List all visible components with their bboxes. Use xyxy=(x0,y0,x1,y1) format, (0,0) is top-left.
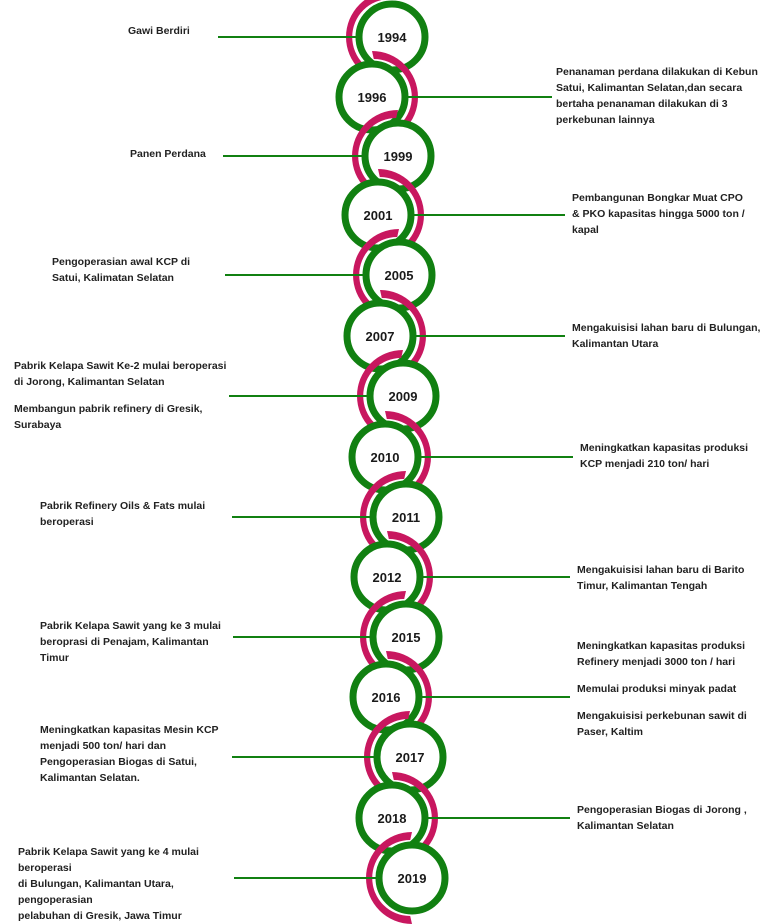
year-label-2019: 2019 xyxy=(397,871,427,886)
milestone-description-1999 xyxy=(130,146,300,162)
milestone-text: Pabrik Kelapa Sawit Ke-2 mulai beroperasi di Jorong, Kalimantan Selatan xyxy=(14,360,227,388)
year-label-2007: 2007 xyxy=(365,329,395,344)
milestone-text: Mengakuisisi lahan baru di Bulungan, Kalimantan Utara xyxy=(572,322,761,350)
milestone-text: Membangun pabrik refinery di Gresik, Surabaya xyxy=(14,403,203,431)
year-label-1999: 1999 xyxy=(383,149,413,164)
year-label-1996: 1996 xyxy=(357,90,387,105)
year-label-2009: 2009 xyxy=(388,389,418,404)
milestone-description-2017 xyxy=(40,722,230,786)
milestone-1996 xyxy=(339,51,552,143)
milestone-description-2011 xyxy=(40,498,240,530)
milestone-text: Mengakuisisi perkebunan sawit di Paser, Kaltim xyxy=(577,710,747,738)
milestone-2019 xyxy=(234,832,445,924)
milestone-text: Mengakuisisi lahan baru di Barito Timur, Kalimantan Tengah xyxy=(577,564,745,592)
milestone-text: Pengoperasian awal KCP di Satui, Kalimatan Selatan xyxy=(52,256,191,284)
milestone-text: Meningkatkan kapasitas produksi KCP menjadi 210 ton/ hari xyxy=(580,442,749,470)
milestone-description-2016 xyxy=(577,638,772,740)
milestone-text: Gawi Berdiri xyxy=(128,25,190,37)
milestone-text: Meningkatkan kapasitas Mesin KCP menjadi 500 ton/ hari dan Pengoperasian Biogas di Satui, Kalimantan Selatan. xyxy=(40,724,219,784)
milestone-description-2012 xyxy=(577,562,772,594)
milestone-description-2009 xyxy=(14,358,239,433)
milestone-description-2019 xyxy=(18,844,243,924)
milestone-description-2015 xyxy=(40,618,240,666)
year-label-2016: 2016 xyxy=(371,690,401,705)
year-label-1994: 1994 xyxy=(377,30,407,45)
year-label-2012: 2012 xyxy=(372,570,402,585)
milestone-description-2007 xyxy=(572,320,772,352)
milestone-description-2001 xyxy=(572,190,772,238)
milestone-2016 xyxy=(353,651,570,743)
milestone-text: Meningkatkan kapasitas produksi Refinery menjadi 3000 ton / hari xyxy=(577,640,746,668)
milestone-text: Pabrik Kelapa Sawit yang ke 3 mulai beroprasi di Penajam, Kalimantan Timur xyxy=(40,620,221,664)
year-label-2018: 2018 xyxy=(377,811,407,826)
milestone-text: Penanaman perdana dilakukan di Kebun Satui, Kalimantan Selatan,dan secara bertaha penanaman dilakukan di 3 perkebunan lainnya xyxy=(556,66,758,126)
milestone-description-2010 xyxy=(580,440,770,472)
milestone-description-1994 xyxy=(128,23,298,39)
year-label-2011: 2011 xyxy=(391,510,421,525)
milestone-text: Pembangunan Bongkar Muat CPO & PKO kapasitas hingga 5000 ton / kapal xyxy=(572,192,745,236)
milestone-description-2018 xyxy=(577,802,772,834)
year-label-2017: 2017 xyxy=(395,750,425,765)
milestone-text: Pengoperasian Biogas di Jorong , Kalimantan Selatan xyxy=(577,804,747,832)
year-label-2005: 2005 xyxy=(384,268,414,283)
milestone-text: Panen Perdana xyxy=(130,148,206,160)
milestone-text: Memulai produksi minyak padat xyxy=(577,683,737,695)
year-label-2001: 2001 xyxy=(363,208,393,223)
milestone-text: Pabrik Refinery Oils & Fats mulai beroperasi xyxy=(40,500,206,528)
milestone-text: Pabrik Kelapa Sawit yang ke 4 mulai beroperasi di Bulungan, Kalimantan Utara, pengoperasian pelabuhan di Gresik, Jawa Timur xyxy=(18,846,199,922)
year-label-2015: 2015 xyxy=(391,630,421,645)
milestone-description-1996 xyxy=(556,64,771,128)
year-label-2010: 2010 xyxy=(370,450,400,465)
milestone-description-2005 xyxy=(52,254,252,286)
